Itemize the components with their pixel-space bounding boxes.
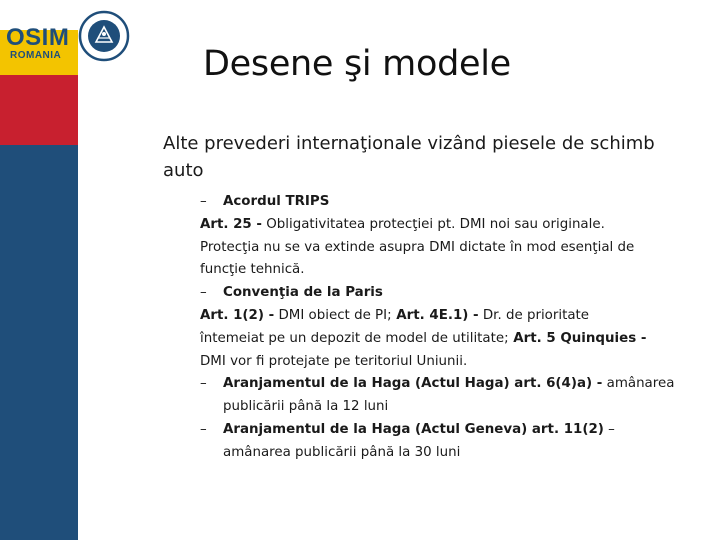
art4e1-text: Dr. de prioritate [478, 307, 590, 323]
text-line: publicării până la 12 luni [223, 399, 389, 415]
logo-country: ROMANIA [10, 50, 62, 61]
geneva-text: – [603, 421, 615, 437]
text-line: funcţie tehnică. [200, 262, 305, 278]
text-line [200, 214, 680, 237]
seal-icon [78, 10, 130, 62]
haga-heading: Aranjamentul de la Haga (Actul Haga) art. 6(4)a) - [223, 376, 603, 392]
list-item [200, 282, 680, 305]
list-item [200, 373, 680, 396]
slide-title: Desene şi modele [203, 44, 511, 84]
text-line [200, 328, 680, 351]
art12-label: Art. 1(2) - [200, 307, 275, 323]
logo-name: OSIM [6, 24, 70, 51]
art25-text: Obligativitatea protecţiei pt. DMI noi sau originale. [261, 216, 605, 232]
bullet-dash: – [200, 285, 207, 301]
bullet-dash: – [200, 376, 207, 392]
slide-intro: Alte prevederi internaţionale vizând piesele de schimb auto [163, 133, 655, 181]
art25-label: Art. 25 - [200, 216, 262, 232]
art12-text: DMI obiect de PI; [274, 307, 392, 323]
art5q-label: Art. 5 Quinquies - [508, 330, 647, 346]
flag-red-section [0, 75, 78, 145]
left-blue-bar [0, 145, 78, 540]
haga-text: amânarea [602, 376, 675, 392]
text-line: Protecţia nu se va extinde asupra DMI dictate în mod esenţial de [200, 239, 635, 255]
bullet-dash: – [200, 194, 207, 209]
slide-content [200, 191, 680, 465]
list-item [200, 191, 680, 214]
text-line [200, 305, 680, 328]
text-line: amânarea publicării până la 30 luni [223, 444, 461, 460]
geneva-heading: Aranjamentul de la Haga (Actul Geneva) art. 11(2) [223, 421, 604, 437]
paris-heading: Convenţia de la Paris [223, 285, 383, 301]
art4e1-continued: întemeiat pe un depozit de model de utilitate; [200, 330, 509, 346]
bullet-dash: – [200, 421, 207, 437]
list-item [200, 419, 680, 442]
osim-logo [6, 10, 130, 70]
trips-heading: Acordul TRIPS [223, 194, 330, 209]
art4e1-label: Art. 4E.1) - [391, 307, 479, 323]
text-line: DMI vor fi protejate pe teritoriul Uniunii. [200, 353, 468, 369]
